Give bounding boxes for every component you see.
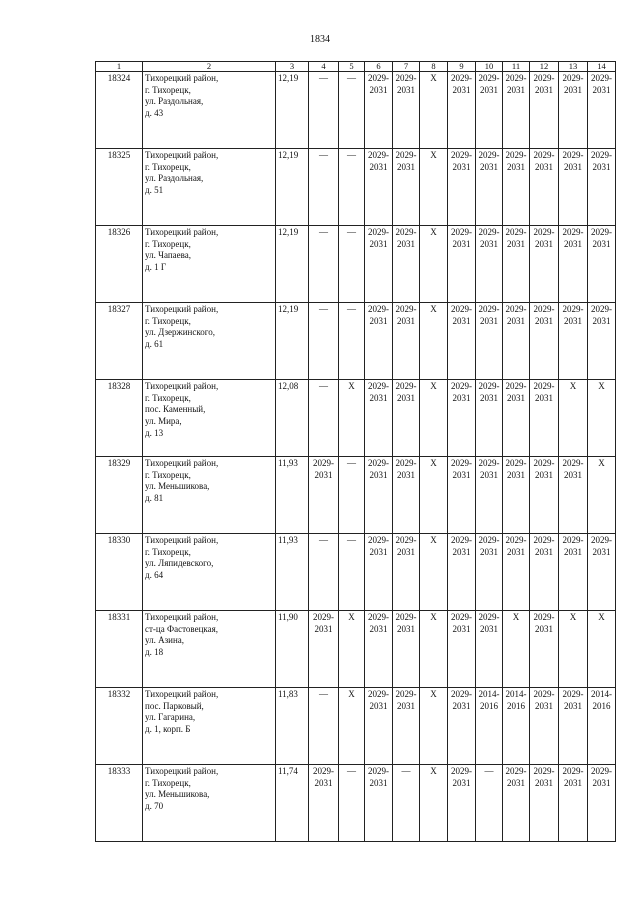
row-value: 11,74 [276,765,309,842]
row-cell-col-4: — [309,380,339,457]
row-cell-col-13: 2029- 2031 [559,303,588,380]
row-cell-col-9: 2029- 2031 [448,534,476,611]
row-address: Тихорецкий район, г. Тихорецк, ул. Раздольная, д. 51 [143,149,276,226]
row-cell-col-12: 2029- 2031 [530,380,559,457]
row-cell-col-7: 2029- 2031 [393,688,420,765]
row-cell-col-7: 2029- 2031 [393,149,420,226]
column-header-13: 13 [559,62,588,72]
row-cell-col-14: 2029- 2031 [588,226,616,303]
row-cell-col-9: 2029- 2031 [448,457,476,534]
row-cell-col-13: 2029- 2031 [559,226,588,303]
row-address: Тихорецкий район, пос. Парковый, ул. Гагарина, д. 1, корп. Б [143,688,276,765]
row-cell-col-13: 2029- 2031 [559,688,588,765]
row-id: 18333 [96,765,143,842]
row-cell-col-9: 2029- 2031 [448,380,476,457]
row-cell-col-5: — [339,457,365,534]
row-cell-col-11: 2029- 2031 [503,226,530,303]
row-cell-col-8: X [420,380,448,457]
row-cell-col-5: X [339,380,365,457]
row-cell-col-6: 2029- 2031 [365,380,393,457]
row-value: 11,83 [276,688,309,765]
row-cell-col-14: X [588,611,616,688]
row-value: 11,93 [276,457,309,534]
row-value: 12,19 [276,149,309,226]
row-cell-col-6: 2029- 2031 [365,765,393,842]
row-cell-col-5: X [339,611,365,688]
row-cell-col-8: X [420,534,448,611]
row-cell-col-7: 2029- 2031 [393,534,420,611]
row-cell-col-13: X [559,611,588,688]
row-cell-col-7: 2029- 2031 [393,226,420,303]
row-value: 12,19 [276,303,309,380]
row-cell-col-7: 2029- 2031 [393,457,420,534]
table-row [96,765,616,842]
row-cell-col-5: — [339,534,365,611]
row-cell-col-12: 2029- 2031 [530,688,559,765]
column-header-11: 11 [503,62,530,72]
row-address: Тихорецкий район, г. Тихорецк, ул. Меньшикова, д. 70 [143,765,276,842]
row-id: 18326 [96,226,143,303]
table-row [96,534,616,611]
row-cell-col-11: 2029- 2031 [503,534,530,611]
column-header-12: 12 [530,62,559,72]
row-value: 11,93 [276,534,309,611]
row-address: Тихорецкий район, г. Тихорецк, ул. Раздольная, д. 43 [143,72,276,149]
row-cell-col-14: 2029- 2031 [588,765,616,842]
row-cell-col-8: X [420,457,448,534]
row-cell-col-10: 2029- 2031 [476,72,503,149]
row-cell-col-13: 2029- 2031 [559,765,588,842]
row-cell-col-4: 2029- 2031 [309,611,339,688]
row-cell-col-5: — [339,765,365,842]
row-cell-col-6: 2029- 2031 [365,611,393,688]
row-cell-col-9: 2029- 2031 [448,226,476,303]
row-cell-col-11: 2029- 2031 [503,149,530,226]
row-cell-col-11: X [503,611,530,688]
row-cell-col-4: — [309,303,339,380]
row-cell-col-4: — [309,534,339,611]
row-cell-col-6: 2029- 2031 [365,534,393,611]
row-cell-col-10: 2029- 2031 [476,303,503,380]
table-row [96,226,616,303]
row-cell-col-11: 2029- 2031 [503,457,530,534]
row-cell-col-11: 2014- 2016 [503,688,530,765]
row-id: 18330 [96,534,143,611]
row-cell-col-10: 2029- 2031 [476,534,503,611]
table-row [96,72,616,149]
table-row [96,380,616,457]
row-cell-col-4: — [309,226,339,303]
row-cell-col-12: 2029- 2031 [530,457,559,534]
row-cell-col-14: 2029- 2031 [588,303,616,380]
table-row [96,457,616,534]
row-cell-col-6: 2029- 2031 [365,457,393,534]
row-cell-col-11: 2029- 2031 [503,380,530,457]
row-address: Тихорецкий район, г. Тихорецк, ул. Чапаева, д. 1 Г [143,226,276,303]
row-cell-col-10: 2014- 2016 [476,688,503,765]
row-cell-col-14: 2029- 2031 [588,149,616,226]
row-cell-col-10: — [476,765,503,842]
row-cell-col-6: 2029- 2031 [365,72,393,149]
row-cell-col-5: — [339,303,365,380]
row-cell-col-4: 2029- 2031 [309,457,339,534]
row-cell-col-5: — [339,149,365,226]
row-cell-col-4: — [309,688,339,765]
row-cell-col-12: 2029- 2031 [530,611,559,688]
column-header-4: 4 [309,62,339,72]
row-cell-col-11: 2029- 2031 [503,765,530,842]
row-cell-col-7: 2029- 2031 [393,72,420,149]
row-cell-col-4: 2029- 2031 [309,765,339,842]
column-header-5: 5 [339,62,365,72]
row-cell-col-10: 2029- 2031 [476,380,503,457]
row-cell-col-14: X [588,380,616,457]
header-row [96,62,616,72]
row-cell-col-7: — [393,765,420,842]
row-cell-col-7: 2029- 2031 [393,380,420,457]
column-header-14: 14 [588,62,616,72]
row-cell-col-5: X [339,688,365,765]
row-id: 18324 [96,72,143,149]
row-id: 18331 [96,611,143,688]
column-header-2: 2 [143,62,276,72]
row-cell-col-6: 2029- 2031 [365,688,393,765]
table-row [96,688,616,765]
row-cell-col-8: X [420,611,448,688]
row-value: 11,90 [276,611,309,688]
row-cell-col-7: 2029- 2031 [393,303,420,380]
row-cell-col-14: 2029- 2031 [588,534,616,611]
row-cell-col-9: 2029- 2031 [448,303,476,380]
row-address: Тихорецкий район, г. Тихорецк, пос. Каменный, ул. Мира, д. 13 [143,380,276,457]
row-id: 18325 [96,149,143,226]
row-cell-col-8: X [420,72,448,149]
row-cell-col-5: — [339,226,365,303]
row-cell-col-8: X [420,149,448,226]
row-cell-col-9: 2029- 2031 [448,149,476,226]
row-value: 12,19 [276,72,309,149]
data-table [95,61,616,842]
table-row [96,303,616,380]
row-id: 18328 [96,380,143,457]
row-id: 18332 [96,688,143,765]
row-cell-col-6: 2029- 2031 [365,226,393,303]
row-address: Тихорецкий район, г. Тихорецк, ул. Дзержинского, д. 61 [143,303,276,380]
column-header-6: 6 [365,62,393,72]
row-id: 18329 [96,457,143,534]
row-cell-col-12: 2029- 2031 [530,303,559,380]
row-cell-col-13: 2029- 2031 [559,149,588,226]
column-header-3: 3 [276,62,309,72]
row-cell-col-7: 2029- 2031 [393,611,420,688]
row-cell-col-13: 2029- 2031 [559,457,588,534]
row-cell-col-12: 2029- 2031 [530,149,559,226]
page-number: 1834 [310,34,330,45]
row-cell-col-13: 2029- 2031 [559,72,588,149]
row-address: Тихорецкий район, г. Тихорецк, ул. Ляпидевского, д. 64 [143,534,276,611]
row-value: 12,08 [276,380,309,457]
row-cell-col-11: 2029- 2031 [503,303,530,380]
row-cell-col-8: X [420,226,448,303]
row-cell-col-14: X [588,457,616,534]
row-cell-col-11: 2029- 2031 [503,72,530,149]
row-cell-col-4: — [309,149,339,226]
row-cell-col-9: 2029- 2031 [448,765,476,842]
row-cell-col-8: X [420,688,448,765]
column-header-1: 1 [96,62,143,72]
row-cell-col-13: X [559,380,588,457]
row-cell-col-12: 2029- 2031 [530,534,559,611]
row-cell-col-9: 2029- 2031 [448,688,476,765]
row-cell-col-12: 2029- 2031 [530,226,559,303]
row-cell-col-12: 2029- 2031 [530,72,559,149]
row-cell-col-4: — [309,72,339,149]
row-cell-col-9: 2029- 2031 [448,72,476,149]
row-cell-col-8: X [420,303,448,380]
column-header-10: 10 [476,62,503,72]
row-cell-col-10: 2029- 2031 [476,149,503,226]
row-cell-col-10: 2029- 2031 [476,457,503,534]
table-row [96,149,616,226]
row-cell-col-8: X [420,765,448,842]
row-address: Тихорецкий район, ст-ца Фастовецкая, ул. Азина, д. 18 [143,611,276,688]
row-id: 18327 [96,303,143,380]
row-address: Тихорецкий район, г. Тихорецк, ул. Меньшикова, д. 81 [143,457,276,534]
row-value: 12,19 [276,226,309,303]
column-header-8: 8 [420,62,448,72]
row-cell-col-13: 2029- 2031 [559,534,588,611]
row-cell-col-5: — [339,72,365,149]
row-cell-col-6: 2029- 2031 [365,303,393,380]
row-cell-col-14: 2014- 2016 [588,688,616,765]
row-cell-col-10: 2029- 2031 [476,611,503,688]
column-header-7: 7 [393,62,420,72]
row-cell-col-9: 2029- 2031 [448,611,476,688]
row-cell-col-12: 2029- 2031 [530,765,559,842]
table-row [96,611,616,688]
row-cell-col-14: 2029- 2031 [588,72,616,149]
row-cell-col-10: 2029- 2031 [476,226,503,303]
row-cell-col-6: 2029- 2031 [365,149,393,226]
column-header-9: 9 [448,62,476,72]
